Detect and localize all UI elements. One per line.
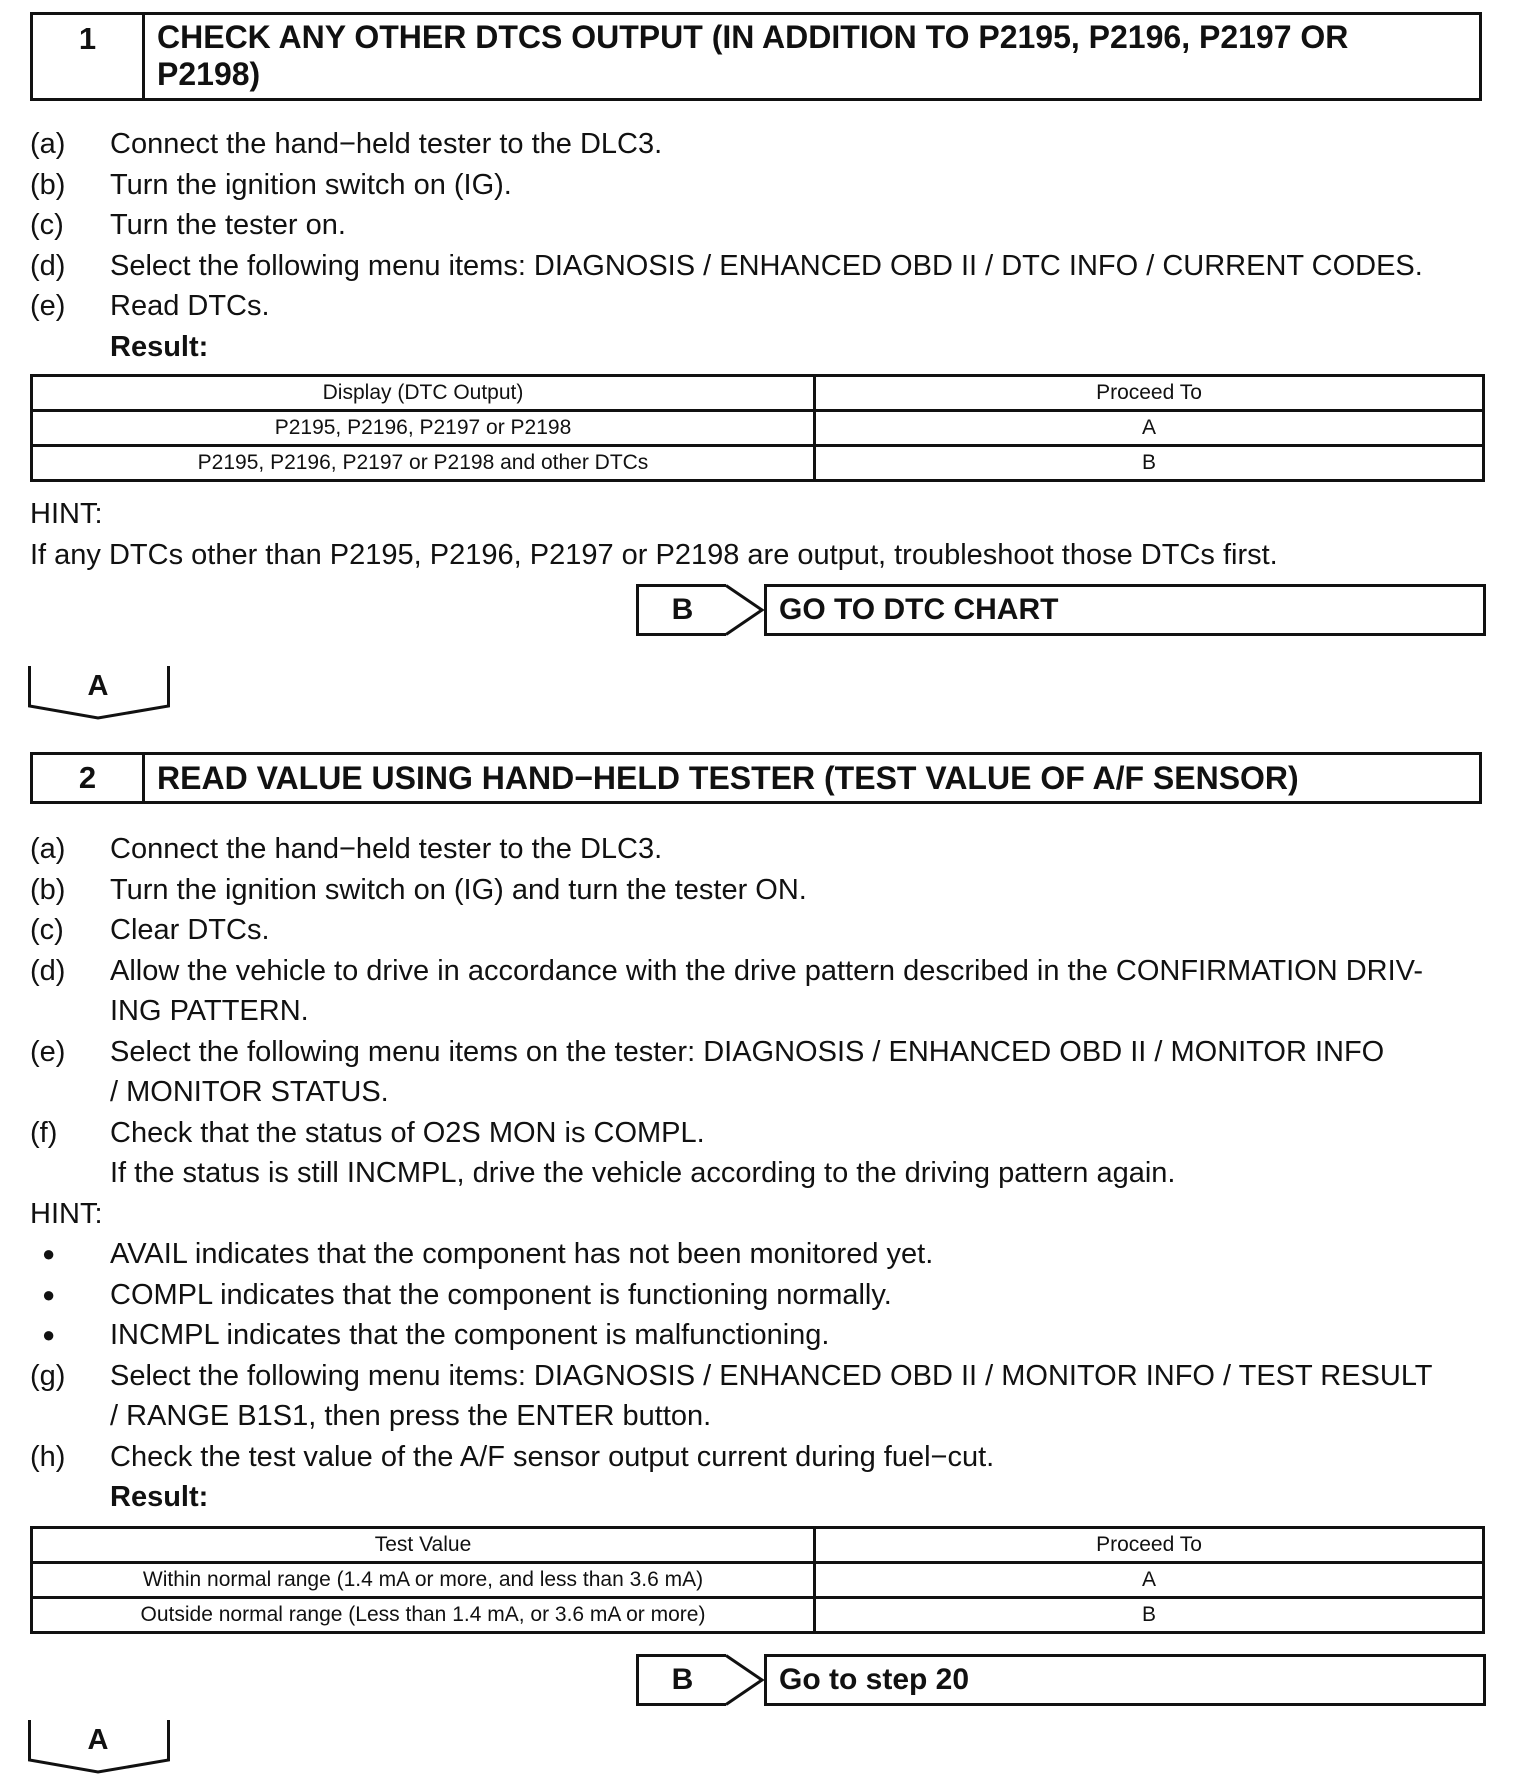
table-row xyxy=(32,1563,1484,1598)
instruction-text: Select the following menu items: DIAGNOSIS / ENHANCED OBD II / MONITOR INFO / TEST RESULT xyxy=(110,1359,1433,1392)
instruction-text: Select the following menu items: DIAGNOSIS / ENHANCED OBD II / DTC INFO / CURRENT CODES. xyxy=(110,249,1423,282)
table-header-cell: Display (DTC Output) xyxy=(32,376,815,411)
hint-bullet-text: COMPL indicates that the component is functioning normally. xyxy=(110,1278,892,1311)
step-1-title-line2: P2198) xyxy=(157,56,261,92)
step-1-branch-a[interactable] xyxy=(28,666,170,725)
hint-text: If any DTCs other than P2195, P2196, P2197 or P2198 are output, troubleshoot those DTCs first. xyxy=(30,538,1278,571)
result-line xyxy=(30,327,1490,368)
instruction-line xyxy=(30,1153,1490,1194)
branch-arrow-icon xyxy=(724,1654,766,1706)
table-cell: Outside normal range (Less than 1.4 mA, or 3.6 mA or more) xyxy=(32,1598,815,1633)
table-header-row xyxy=(32,1528,1484,1563)
instruction-text: Check that the status of O2S MON is COMPL. xyxy=(110,1116,705,1149)
hint-bullet-text: AVAIL indicates that the component has not been monitored yet. xyxy=(110,1238,934,1270)
table-cell: P2195, P2196, P2197 or P2198 xyxy=(32,411,815,446)
hint-label: HINT: xyxy=(30,498,103,530)
instruction-text: If the status is still INCMPL, drive the vehicle according to the driving pattern again. xyxy=(110,1157,1176,1189)
hint-label-line xyxy=(30,494,1490,535)
instruction-label: (g) xyxy=(30,1359,66,1392)
step-2-header xyxy=(30,752,1482,804)
instruction-label: (f) xyxy=(30,1116,58,1149)
instruction-text: Turn the tester on. xyxy=(110,209,346,241)
instruction-line xyxy=(30,1113,1490,1154)
instruction-label: (d) xyxy=(30,954,66,987)
table-header-row xyxy=(32,376,1484,411)
step-2-title-line1: READ VALUE USING HAND−HELD TESTER (TEST VALUE OF A/F SENSOR) xyxy=(157,760,1299,796)
instruction-line xyxy=(30,246,1490,287)
table-cell: A xyxy=(815,1563,1484,1598)
step-1-header xyxy=(30,12,1482,101)
instruction-text: Check the test value of the A/F sensor output current during fuel−cut. xyxy=(110,1440,995,1473)
table-cell: A xyxy=(815,411,1484,446)
instruction-line xyxy=(30,829,1490,870)
instruction-line xyxy=(30,870,1490,911)
step-1-number: 1 xyxy=(33,15,145,98)
instruction-label: (e) xyxy=(30,1035,66,1068)
hint-text-line xyxy=(30,535,1490,576)
instruction-line xyxy=(30,286,1490,327)
table-header-cell: Test Value xyxy=(32,1528,815,1563)
table-cell: P2195, P2196, P2197 or P2198 and other DTCs xyxy=(32,446,815,481)
instruction-text: ING PATTERN. xyxy=(110,995,309,1027)
instruction-line xyxy=(30,1437,1490,1478)
instruction-text: Turn the ignition switch on (IG) and turn the tester ON. xyxy=(110,873,807,906)
hint-bullet-line xyxy=(30,1234,1490,1275)
instruction-text: Connect the hand−held tester to the DLC3. xyxy=(110,128,663,160)
step-1-hint xyxy=(30,494,1490,575)
instruction-label: (b) xyxy=(30,168,66,201)
instruction-label: (b) xyxy=(30,873,66,906)
branch-target: GO TO DTC CHART xyxy=(764,584,1486,636)
hint-label-line xyxy=(30,1194,1490,1235)
step-1-title xyxy=(145,15,1479,98)
table-header-cell: Proceed To xyxy=(815,376,1484,411)
instruction-line xyxy=(30,165,1490,206)
instruction-text: / RANGE B1S1, then press the ENTER button. xyxy=(110,1400,712,1432)
branch-letter: A xyxy=(87,1724,109,1756)
step-2-instructions xyxy=(30,829,1490,1518)
instruction-line xyxy=(30,951,1490,992)
instruction-line xyxy=(30,1396,1490,1437)
step-1-title-line1: CHECK ANY OTHER DTCS OUTPUT (IN ADDITION TO P2195, P2196, P2197 OR xyxy=(157,19,1349,55)
hint-bullet-line xyxy=(30,1315,1490,1356)
instruction-line xyxy=(30,124,1490,165)
instruction-label: (a) xyxy=(30,833,66,865)
instruction-line xyxy=(30,1356,1490,1397)
instruction-text: Turn the ignition switch on (IG). xyxy=(110,168,512,201)
instruction-text: Read DTCs. xyxy=(110,290,270,322)
bullet-icon: ● xyxy=(42,1281,56,1307)
instruction-text: / MONITOR STATUS. xyxy=(110,1076,389,1108)
hint-label: HINT: xyxy=(30,1197,103,1230)
instruction-text: Select the following menu items on the tester: DIAGNOSIS / ENHANCED OBD II / MONITOR INFO xyxy=(110,1035,1385,1068)
step-2-branch-a[interactable] xyxy=(28,1720,170,1779)
step-1-result-table xyxy=(30,374,1485,482)
step-2-number: 2 xyxy=(33,755,145,801)
bullet-icon: ● xyxy=(42,1241,56,1266)
step-1-instructions xyxy=(30,124,1490,367)
instruction-text: Allow the vehicle to drive in accordance with the drive pattern described in the CONFIRMATION DRIV- xyxy=(110,954,1424,987)
table-cell: Within normal range (1.4 mA or more, and less than 3.6 mA) xyxy=(32,1563,815,1598)
instruction-line xyxy=(30,910,1490,951)
step-2-result-table xyxy=(30,1526,1485,1634)
instruction-label: (c) xyxy=(30,914,64,946)
table-row xyxy=(32,446,1484,481)
instruction-label: (a) xyxy=(30,128,66,160)
table-row xyxy=(32,1598,1484,1633)
instruction-line xyxy=(30,1032,1490,1073)
bullet-icon: ● xyxy=(42,1322,56,1347)
instruction-text: Clear DTCs. xyxy=(110,914,270,946)
instruction-line xyxy=(30,205,1490,246)
result-line xyxy=(30,1477,1490,1518)
result-label: Result: xyxy=(110,330,209,363)
instruction-label: (c) xyxy=(30,209,64,241)
branch-target: Go to step 20 xyxy=(764,1654,1486,1706)
hint-bullet-text: INCMPL indicates that the component is malfunctioning. xyxy=(110,1319,830,1351)
branch-letter: B xyxy=(636,584,726,636)
table-header-cell: Proceed To xyxy=(815,1528,1484,1563)
hint-bullet-line xyxy=(30,1275,1490,1316)
branch-letter: A xyxy=(87,670,109,702)
step-1-branch-b[interactable] xyxy=(636,584,1486,636)
instruction-label: (d) xyxy=(30,249,66,282)
instruction-label: (e) xyxy=(30,290,66,322)
instruction-line xyxy=(30,991,1490,1032)
table-cell: B xyxy=(815,446,1484,481)
instruction-label: (h) xyxy=(30,1440,66,1473)
instruction-text: Connect the hand−held tester to the DLC3. xyxy=(110,833,663,865)
table-cell: B xyxy=(815,1598,1484,1633)
branch-letter: B xyxy=(636,1654,726,1706)
step-2-title xyxy=(145,755,1479,801)
step-2-branch-b[interactable] xyxy=(636,1654,1486,1706)
table-row xyxy=(32,411,1484,446)
result-label: Result: xyxy=(110,1481,209,1513)
branch-arrow-icon xyxy=(724,584,766,636)
instruction-line xyxy=(30,1072,1490,1113)
